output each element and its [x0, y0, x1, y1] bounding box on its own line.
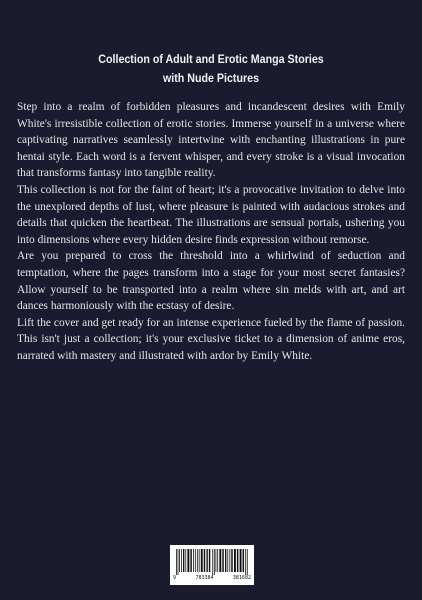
barcode-bar — [245, 549, 246, 575]
barcode-bar — [204, 549, 205, 572]
blurb-paragraph: Are you prepared to cross the threshold into a whirlwind of seduction and temptation, where the pages transform into a stage for your most secret fantasies? Allow yourself to be transported into a realm where sin melds with art, and art dances harmoniously with the ecstasy of desire. — [17, 250, 405, 313]
barcode-bar — [181, 549, 182, 572]
title-line-1: Collection of Adult and Erotic Manga Stories — [98, 53, 324, 66]
barcode-bar — [197, 549, 198, 572]
barcode-bar — [217, 549, 218, 572]
barcode-bar — [209, 549, 210, 572]
barcode-bar — [195, 549, 196, 572]
barcode-bar — [176, 549, 177, 575]
barcode-bar — [212, 549, 213, 575]
barcode-bar — [216, 549, 217, 572]
barcode-bar — [206, 549, 207, 572]
barcode-bar — [247, 549, 248, 575]
barcode-bar — [199, 549, 200, 572]
barcode-bar — [231, 549, 232, 572]
blurb-paragraph: Lift the cover and get ready for an intense experience fueled by the flame of passion. This isn't just a collection; it's your exclusive ticket to a dimension of anime eros, narrated with mastery and illustrated with ardor by Emily White. — [17, 316, 405, 362]
blurb-paragraph: This collection is not for the faint of heart; it's a provocative invitation to delve into the unexplored depths of lust, where pleasure is painted with audacious strokes and details that quicken the heartbeat. The illustrations are sensual portals, ushering you into dimensions where every hidden desire finds expression without remorse. — [17, 183, 405, 246]
barcode-bar — [237, 549, 238, 572]
barcode-bar — [222, 549, 223, 572]
barcode-bar — [225, 549, 226, 572]
barcode-bar — [190, 549, 191, 572]
barcode-bar — [179, 549, 180, 572]
blurb-paragraph: Step into a realm of forbidden pleasures and incandescent desires with Emily White's irresistible collection of erotic stories. Immerse yourself in a universe where captivating narratives seamlessly intertwine with enchanting illustrations in pure hentai style. Each word is a fervent whisper, and every stroke is a visual invocation that transforms fantasy into tangible reality. — [17, 101, 405, 180]
barcode-bar — [234, 549, 236, 572]
title-line-2: with Nude Pictures — [162, 72, 260, 85]
barcode-digit-first: 9 — [173, 575, 177, 581]
barcode-bar — [183, 549, 184, 572]
barcode-bar — [240, 549, 242, 572]
barcode-bar — [178, 549, 179, 575]
barcode-bar — [219, 549, 221, 572]
barcode-group-left: 783384 — [195, 575, 214, 581]
barcode-bars — [176, 549, 248, 575]
barcode-number — [172, 575, 252, 582]
barcode-bar — [193, 549, 194, 572]
barcode-bar — [214, 549, 215, 575]
barcode-bar — [229, 549, 230, 572]
barcode-bar — [201, 549, 203, 572]
barcode-group-right: 381682 — [232, 575, 251, 581]
barcode-bar — [243, 549, 244, 572]
barcode-bar — [187, 549, 189, 572]
barcode-bar — [185, 549, 186, 572]
cover-title — [17, 50, 405, 88]
barcode-bar — [227, 549, 228, 572]
blurb — [17, 99, 405, 365]
isbn-barcode — [170, 545, 254, 585]
